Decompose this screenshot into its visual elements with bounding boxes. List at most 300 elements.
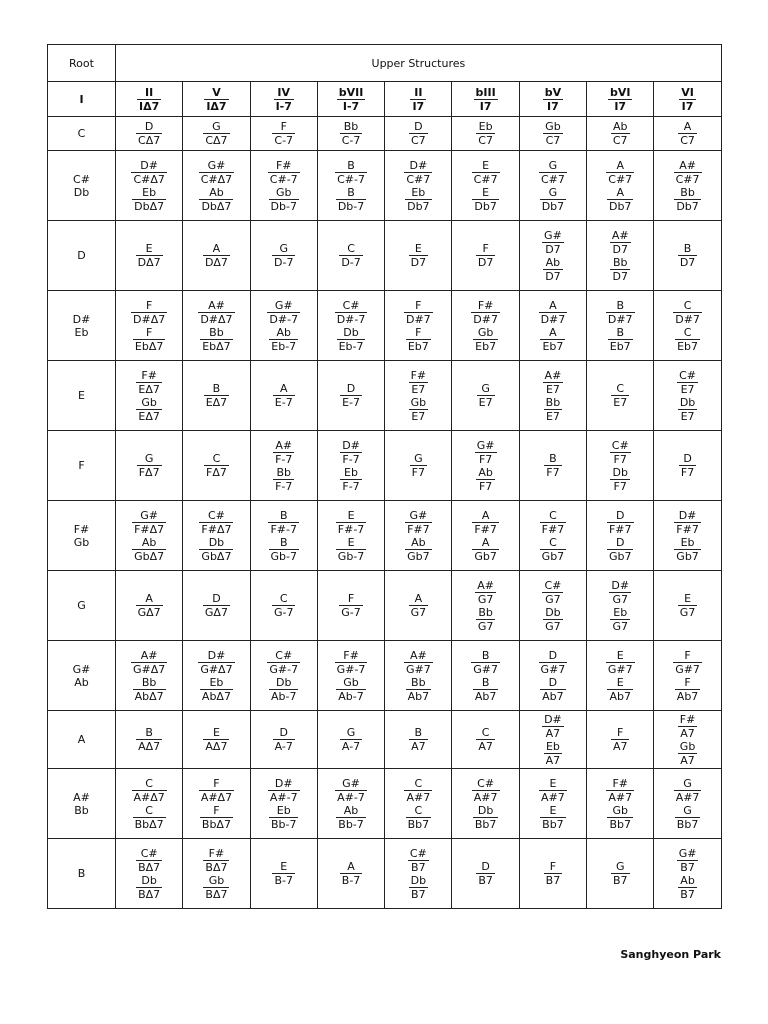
degree-header-8	[587, 82, 654, 117]
voicing-stack	[136, 120, 162, 147]
voicing-cell	[250, 117, 317, 151]
base-chord-label: Bb7	[474, 817, 497, 831]
voicing-stack	[132, 509, 166, 563]
slash-chord	[544, 860, 563, 887]
slash-chord	[475, 439, 497, 466]
degree-fraction	[474, 86, 498, 113]
upper-triad-label: A	[414, 592, 423, 605]
root-note-label: A#	[73, 790, 90, 804]
slash-chord	[204, 452, 229, 479]
slash-chord	[335, 299, 368, 326]
base-chord-label: Eb7	[475, 339, 497, 353]
voicing-stack	[606, 299, 635, 353]
slash-chord	[476, 242, 495, 269]
voicing-stack	[335, 649, 368, 703]
upper-triad-label: D#	[140, 158, 158, 172]
degree-fraction	[608, 86, 632, 113]
upper-triad-label: A#	[477, 578, 494, 592]
base-chord-label: Gb7	[608, 549, 632, 563]
degree-fraction	[274, 86, 294, 113]
upper-triad-label: F	[415, 298, 422, 312]
upper-triad-label: C	[616, 382, 625, 395]
upper-triad-label: Gb	[208, 873, 225, 887]
voicing-stack	[409, 726, 428, 753]
upper-triad-label: D	[548, 675, 558, 689]
voicing-stack	[472, 777, 500, 831]
upper-triad-label: C#	[611, 438, 629, 452]
slash-chord	[203, 874, 229, 901]
voicing-stack	[131, 649, 167, 703]
slash-chord	[136, 396, 161, 423]
voicing-stack	[404, 159, 432, 213]
voicing-stack	[542, 579, 563, 633]
base-chord-label: C#7	[473, 172, 498, 186]
voicing-stack	[543, 369, 564, 423]
slash-chord	[471, 299, 500, 326]
slash-chord	[539, 159, 567, 186]
base-chord-label: A#7	[473, 790, 498, 804]
voicing-stack	[542, 713, 564, 767]
root-note-label: G#	[72, 662, 91, 676]
voicing-cell	[452, 641, 519, 711]
upper-triad-label: C#	[207, 508, 225, 522]
base-chord-label: A7	[542, 726, 564, 740]
slash-chord	[674, 159, 702, 186]
voicing-stack	[199, 159, 234, 213]
root-note-cell	[48, 501, 116, 571]
base-chord-label: G-7	[341, 606, 361, 619]
slash-chord	[269, 326, 298, 353]
slash-chord	[539, 649, 568, 676]
voicing-stack	[476, 726, 495, 753]
slash-chord	[607, 676, 633, 703]
base-chord-label: D#7	[675, 312, 700, 326]
upper-triad-label: F#	[612, 776, 628, 790]
slash-chord	[336, 804, 366, 831]
base-chord-label: A7	[612, 740, 628, 753]
slash-chord	[131, 159, 166, 186]
slash-chord	[606, 159, 634, 186]
slash-chord	[476, 466, 495, 493]
base-chord-label: Gb-7	[270, 549, 297, 563]
voicing-stack	[272, 242, 295, 269]
slash-chord	[336, 509, 367, 536]
voicing-cell	[452, 769, 519, 839]
base-chord-label: D7	[477, 256, 494, 269]
slash-chord	[409, 120, 428, 147]
voicing-stack	[544, 452, 561, 479]
slash-chord	[335, 159, 367, 186]
base-chord-label: Eb7	[609, 339, 631, 353]
voicing-stack	[340, 120, 363, 147]
base-chord-label: B7	[409, 887, 428, 901]
slash-chord	[405, 509, 432, 536]
voicing-stack	[677, 369, 698, 423]
upper-triad-label: Gb	[679, 739, 696, 753]
base-chord-label: IΔ7	[206, 99, 227, 113]
upper-triad-label: F	[213, 776, 220, 790]
author-credit: Sanghyeon Park	[620, 948, 721, 961]
slash-chord	[409, 726, 428, 753]
slash-chord	[273, 439, 294, 466]
slash-chord	[203, 120, 229, 147]
slash-chord	[539, 299, 568, 326]
slash-chord	[131, 299, 167, 326]
slash-chord	[473, 676, 499, 703]
base-chord-label: G7	[545, 619, 561, 633]
slash-chord	[677, 369, 698, 396]
voicing-stack	[339, 242, 362, 269]
upper-triad-label: G	[279, 242, 288, 255]
base-chord-label: A#7	[675, 790, 700, 804]
table-row	[48, 431, 722, 501]
header-row-degrees	[48, 82, 722, 117]
base-chord-label: CΔ7	[138, 134, 161, 147]
slash-chord	[543, 369, 564, 396]
upper-triad-label: bIII	[475, 85, 496, 99]
slash-chord	[272, 242, 295, 269]
slash-chord	[269, 804, 299, 831]
slash-chord	[203, 726, 229, 753]
slash-chord	[199, 509, 233, 536]
voicing-cell	[183, 431, 250, 501]
upper-triad-label: A#	[208, 298, 225, 312]
upper-triad-label: B	[279, 508, 288, 522]
voicing-cell	[116, 571, 183, 641]
degree-header-7	[519, 82, 586, 117]
base-chord-label: D7	[612, 269, 628, 283]
slash-chord	[610, 606, 630, 633]
root-note-cell	[48, 291, 116, 361]
upper-triad-label: bV	[544, 85, 562, 99]
slash-chord	[674, 509, 701, 536]
base-chord-label: C#Δ7	[200, 172, 233, 186]
upper-triad-label: Db	[477, 803, 494, 817]
voicing-cell	[385, 641, 452, 711]
voicing-stack	[539, 299, 568, 353]
slash-chord	[608, 326, 633, 353]
voicing-stack	[198, 299, 234, 353]
base-chord-label: A#-7	[337, 790, 365, 804]
base-chord-label: Eb7	[542, 339, 564, 353]
slash-chord	[544, 396, 563, 423]
base-chord-label: E7	[543, 382, 564, 396]
base-chord-label: EΔ7	[138, 409, 160, 423]
slash-chord	[136, 242, 163, 269]
slash-chord	[268, 777, 300, 804]
voicing-cell	[116, 839, 183, 909]
slash-chord	[272, 592, 296, 619]
upper-triad-label: E	[347, 508, 355, 522]
slash-chord	[540, 326, 565, 353]
upper-triad-label: Bb	[680, 185, 695, 199]
base-chord-label: IΔ7	[139, 99, 160, 113]
slash-chord	[340, 439, 362, 466]
upper-triad-label: D	[683, 452, 692, 465]
upper-triad-label: D	[414, 120, 423, 133]
upper-triad-label: F	[415, 325, 422, 339]
table-row	[48, 361, 722, 431]
table-row	[48, 151, 722, 221]
base-chord-label: A-7	[274, 740, 293, 753]
slash-chord	[540, 804, 566, 831]
slash-chord	[675, 804, 701, 831]
base-chord-label: F7	[546, 466, 560, 479]
upper-triad-label: A#	[409, 648, 427, 662]
upper-triad-label: B	[616, 298, 624, 312]
base-chord-label: D7	[679, 256, 696, 269]
slash-chord	[607, 804, 633, 831]
base-chord-label: C#-7	[269, 172, 298, 186]
base-chord-label: F#-7	[270, 522, 297, 536]
slash-chord	[678, 396, 697, 423]
base-chord-label: F7	[411, 466, 425, 479]
base-chord-label: C-7	[341, 134, 361, 147]
base-chord-label: B7	[612, 874, 628, 887]
voicing-cell	[250, 431, 317, 501]
slash-chord	[405, 536, 432, 563]
upper-triad-label: Db	[612, 465, 628, 479]
base-chord-label: B7	[677, 860, 699, 874]
header-row-titles	[48, 45, 722, 82]
base-chord-label: BΔ7	[138, 860, 161, 874]
base-chord-label: C#7	[540, 172, 565, 186]
base-chord-label: EΔ7	[205, 396, 228, 409]
root-note-cell	[48, 431, 116, 501]
slash-chord	[678, 713, 698, 740]
upper-triad-label: C#	[342, 298, 360, 312]
upper-triad-label: B	[347, 158, 355, 172]
voicing-stack	[611, 860, 630, 887]
slash-chord	[409, 242, 428, 269]
voicing-cell	[317, 431, 384, 501]
root-column-header: Root	[48, 45, 116, 82]
voicing-stack	[543, 120, 563, 147]
base-chord-label: A#7	[608, 790, 633, 804]
upper-triad-label: G#	[678, 846, 697, 860]
base-chord-label: B7	[545, 874, 561, 887]
voicing-cell	[519, 571, 586, 641]
slash-chord	[472, 536, 499, 563]
slash-chord	[675, 676, 701, 703]
upper-triad-label: F	[617, 726, 624, 739]
base-chord-label: F7	[610, 479, 629, 493]
upper-triad-label: Bb	[411, 675, 426, 689]
voicing-stack	[198, 649, 234, 703]
base-chord-label: D#7	[405, 312, 431, 326]
voicing-cell	[654, 291, 721, 361]
upper-triad-label: D	[615, 508, 625, 522]
slash-chord	[267, 649, 300, 676]
upper-triad-label: D	[548, 648, 558, 662]
upper-triad-label: G	[414, 452, 423, 465]
upper-triad-label: C#	[409, 846, 427, 860]
base-chord-label: I7	[474, 99, 498, 113]
slash-chord	[336, 676, 365, 703]
base-chord-label: E7	[544, 409, 563, 423]
upper-structures-header: Upper Structures	[116, 45, 722, 82]
upper-triad-label: C	[145, 776, 153, 790]
upper-triad-label: C#	[477, 776, 495, 790]
voicing-stack	[611, 120, 630, 147]
upper-triad-label: D#	[544, 712, 562, 726]
voicing-cell	[250, 769, 317, 839]
base-chord-label: G7	[542, 592, 563, 606]
upper-triad-label: G	[212, 120, 221, 133]
upper-triad-label: E	[145, 242, 153, 255]
slash-chord	[410, 452, 427, 479]
slash-chord	[409, 396, 429, 423]
upper-triad-label: G#	[409, 508, 428, 522]
slash-chord	[678, 740, 698, 767]
base-chord-label: I7	[608, 99, 632, 113]
slash-chord	[677, 847, 699, 874]
slash-chord	[409, 592, 429, 619]
base-chord-label: EbΔ7	[134, 339, 164, 353]
slash-chord	[340, 726, 362, 753]
slash-chord	[339, 242, 362, 269]
voicing-cell	[385, 501, 452, 571]
upper-triad-label: A#	[275, 438, 293, 452]
upper-triad-label: D#	[678, 508, 697, 522]
voicing-cell	[452, 711, 519, 769]
slash-chord	[136, 726, 162, 753]
upper-triad-label: C	[549, 508, 557, 522]
voicing-cell	[385, 431, 452, 501]
upper-triad-label: G	[683, 803, 692, 817]
slash-chord	[137, 452, 162, 479]
voicing-stack	[674, 777, 702, 831]
slash-chord	[136, 592, 163, 619]
slash-chord	[476, 726, 495, 753]
base-chord-label: F#7	[474, 522, 497, 536]
voicing-cell	[519, 151, 586, 221]
voicing-stack	[410, 452, 427, 479]
voicing-stack	[674, 509, 701, 563]
base-chord-label: G7	[410, 606, 427, 619]
voicing-cell	[452, 291, 519, 361]
degree-fraction	[679, 86, 696, 113]
slash-chord	[476, 860, 495, 887]
voicing-stack	[267, 299, 300, 353]
base-chord-label: C7	[680, 134, 695, 147]
slash-chord	[203, 242, 230, 269]
voicing-cell	[116, 361, 183, 431]
voicing-cell	[317, 291, 384, 361]
voicing-cell	[317, 221, 384, 291]
upper-triad-label: C#	[679, 368, 697, 382]
voicing-stack	[136, 726, 162, 753]
base-chord-label: B-7	[274, 874, 293, 887]
voicing-cell	[250, 641, 317, 711]
slash-chord	[607, 536, 634, 563]
slash-chord	[133, 676, 166, 703]
base-chord-label: EΔ7	[138, 382, 160, 396]
upper-triad-label: Eb	[276, 803, 291, 817]
voicing-cell	[250, 839, 317, 909]
voicing-stack	[673, 649, 702, 703]
table-row	[48, 221, 722, 291]
voicing-cell	[183, 221, 250, 291]
slash-chord	[477, 382, 495, 409]
upper-triad-label: Bb	[612, 255, 628, 269]
voicing-cell	[317, 117, 384, 151]
upper-triad-label: Gb	[343, 675, 359, 689]
upper-triad-label: C	[481, 726, 490, 739]
base-chord-label: A7	[678, 726, 698, 740]
base-chord-label: A#Δ7	[133, 790, 165, 804]
slash-chord	[199, 777, 234, 804]
table-row	[48, 117, 722, 151]
base-chord-label: C#-7	[337, 172, 365, 186]
upper-triad-label: A	[145, 592, 153, 605]
table-row	[48, 641, 722, 711]
base-chord-label: D#Δ7	[133, 312, 166, 326]
slash-chord	[272, 120, 295, 147]
base-chord-label: Db7	[407, 199, 430, 213]
voicing-cell	[519, 769, 586, 839]
voicing-stack	[136, 369, 161, 423]
root-note-label: F	[78, 459, 85, 472]
upper-triad-label: A	[347, 860, 355, 873]
slash-chord	[200, 676, 233, 703]
slash-chord	[136, 120, 162, 147]
voicing-stack	[539, 649, 568, 703]
root-note-cell	[48, 711, 116, 769]
slash-chord	[335, 649, 368, 676]
base-chord-label: C#7	[608, 172, 633, 186]
root-note-label: F#	[73, 522, 90, 536]
degree-header-4	[317, 82, 384, 117]
voicing-cell	[116, 291, 183, 361]
slash-chord	[611, 726, 630, 753]
voicing-stack	[540, 509, 567, 563]
voicing-stack	[476, 120, 495, 147]
base-chord-label: Bb7	[542, 817, 564, 831]
upper-triad-label: Ab	[545, 255, 561, 269]
voicing-cell	[183, 117, 250, 151]
slash-chord	[136, 874, 162, 901]
upper-triad-label: B	[212, 382, 221, 395]
voicing-cell	[250, 711, 317, 769]
slash-chord	[272, 860, 295, 887]
voicing-cell	[587, 839, 654, 909]
upper-triad-label: D	[615, 535, 625, 549]
base-chord-label: F#-7	[337, 522, 365, 536]
voicing-cell	[250, 151, 317, 221]
upper-triad-label: Eb	[613, 605, 628, 619]
upper-triad-label: F	[213, 803, 220, 817]
base-chord-label: E-7	[274, 396, 293, 409]
slash-chord	[269, 536, 299, 563]
base-chord-label: D-7	[341, 256, 361, 269]
voicing-stack	[539, 777, 567, 831]
degree-fraction	[337, 86, 366, 113]
base-chord-label: Gb-7	[337, 549, 365, 563]
root-note-label: G	[77, 599, 86, 612]
table-row	[48, 501, 722, 571]
upper-triad-label: F#	[410, 368, 427, 382]
base-chord-label: Bb7	[676, 817, 699, 831]
base-chord-label: D#7	[607, 312, 633, 326]
upper-triad-label: Bb	[209, 325, 224, 339]
voicing-cell	[116, 641, 183, 711]
voicing-stack	[476, 860, 495, 887]
root-note-cell	[48, 117, 116, 151]
upper-triad-label: IV	[277, 85, 291, 99]
voicing-stack	[673, 299, 702, 353]
voicing-cell	[587, 571, 654, 641]
